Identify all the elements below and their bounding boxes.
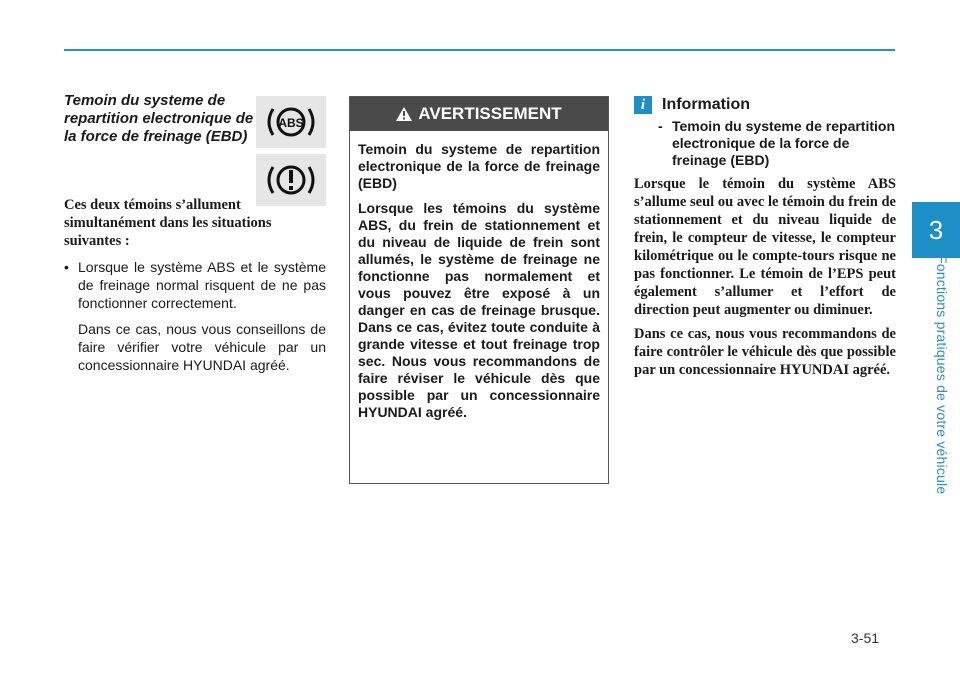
brake-warning-icon: [256, 154, 326, 206]
list-item: [658, 118, 896, 169]
information-section: [634, 96, 896, 385]
section-title: Temoin du systeme de repartition electronique de la force de freinage (EBD): [64, 92, 254, 145]
chapter-tab[interactable]: 3: [912, 202, 960, 258]
followup-text: Dans ce cas, nous vous conseillons de faire vérifier votre véhicule par un concessionnaire HYUNDAI agréé.: [78, 321, 326, 373]
info-paragraph-2: Dans ce cas, nous vous recommandons de faire contrôler le véhicule dès que possible par un concessionnaire HYUNDAI agréé.: [634, 326, 896, 378]
intro-text: Ces deux témoins s’allument simultanément dans les situations suivantes :: [64, 197, 272, 249]
info-title: Information: [662, 96, 750, 113]
chapter-title: Fonctions pratiques de votre véhicule: [934, 255, 950, 495]
bullet-text: Lorsque le système ABS et le système de freinage normal risquent de ne pas fonctionner correctement.: [78, 259, 326, 311]
list-item: [64, 258, 326, 312]
svg-text:ABS: ABS: [278, 116, 304, 130]
info-icon: i: [634, 96, 652, 114]
warning-box: [349, 96, 609, 484]
info-paragraph-1: Lorsque le témoin du système ABS s’allume seul ou avec le témoin du frein de stationnement et du niveau liquide de frein, le compteur de vitesse, le compteur kilométrique ou le compte-tours risque ne pas fonctionner. Le témoin de l’EPS peut également s’allumer et l’effort de direction peut augmenter ou diminuer.: [634, 176, 896, 318]
abs-warning-icon: [256, 96, 326, 148]
warning-header: [350, 97, 608, 131]
header-rule: [64, 49, 895, 51]
page-number: 3-51: [851, 630, 880, 646]
info-item-text: Temoin du systeme de repartition electronique de la force de freinage (EBD): [672, 118, 896, 168]
warning-text: Lorsque les témoins du système ABS, du frein de stationnement et du niveau de liquide de frein sont allumés, le système de freinage ne fonctionne pas normalement et vous pouvez être exposé à un danger en cas de freinage brusque. Dans ce cas, évitez toute conduite à grande vitesse et tout freinage trop sec. Nous vous recommandons de faire réviser le véhicule dès que possible par un concessionnaire HYUNDAI agréé.: [358, 200, 600, 420]
warning-title: AVERTISSEMENT: [418, 104, 562, 123]
bullet-marker: •: [64, 259, 69, 275]
warning-triangle-icon: [396, 107, 412, 121]
warning-subtitle: Temoin du systeme de repartition electronique de la force de freinage (EBD): [358, 141, 600, 191]
item-marker: -: [658, 118, 663, 134]
